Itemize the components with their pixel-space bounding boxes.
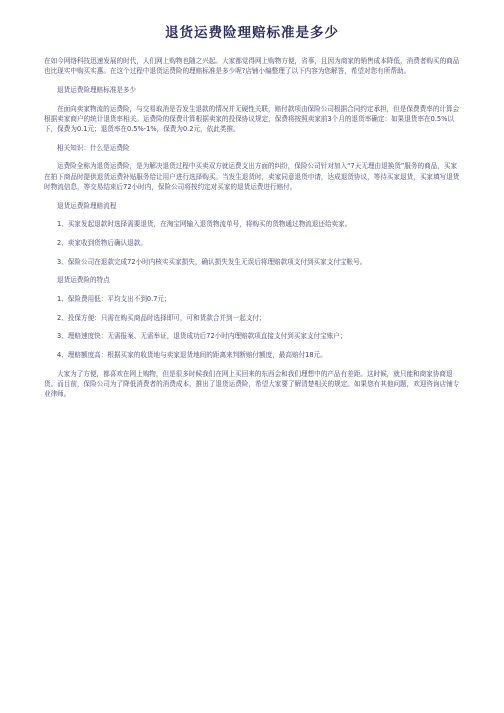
paragraph: 退货运费险的特点 bbox=[57, 276, 110, 285]
paragraph: 相关知识：什么是运费险 bbox=[57, 143, 130, 152]
paragraph: 运费险全称为退货运费险，是为解决退货过程中买卖双方就运费支出方面的纠纷，保险公司针对加入“7天无理由退换货”服务的商品，买家在拍下商品时提供退货运费补贴服务给让用户进行选择购买。当发生退货时，卖家同意退货申请，达成退货协议，等待买家退货，买家填写退货时物流信息，等交易结束后72小时内，保险公司将按约定对买家的退货运费进行赔付。 bbox=[44, 162, 460, 191]
article-body bbox=[44, 56, 460, 399]
paragraph: 2、卖家收到货物后确认退款。 bbox=[57, 238, 147, 247]
paragraph: 1、保险费用低：平均支出不到0.7元； bbox=[57, 295, 171, 304]
page-title: 退货运费险理赔标准是多少 bbox=[165, 25, 339, 41]
paragraph: 大家为了方便，都喜欢在网上购物，但是很多时候我们在网上买回来的东西会和我们理想中的产品有差距。这时候，就只能和商家协商退货。而目前，保险公司为了降低消费者的消费成本，推出了退货运费险，希望大家要了解清楚相关的规定。如果您有其他问题，欢迎咨询店铺专业律师。 bbox=[44, 369, 460, 399]
paragraph: 3、理赔速度快：无需报案、无需举证，退货成功后72小时内理赔款项直接支付到买家支付宝账户； bbox=[57, 332, 347, 341]
paragraph: 3、保险公司在退款完成72小时内核实买家损失，确认损失发生无误后将理赔款项支付到买家支付宝帐号。 bbox=[57, 257, 367, 266]
paragraph: 1、买家发起退款时选择需要退货，在淘宝网输入退货物流单号，将购买的货物通过物流退还给卖家。 bbox=[57, 220, 352, 229]
paragraph: 退货运费险理赔标准是多少 bbox=[57, 85, 137, 94]
paragraph: 在面向卖家物流的运费险，与交易取消是否发生退款的情况并无硬性关联，赔付款项由保险公司根据合同约定承担，但是保费费率的计算会根据卖家商户的统计退货率相关。运费险的保费计算根据卖家的投保协议规定，保费将按照卖家前3个月的退货率确定：如果退货率在0.5%以下，保费为0.1元；退货率在0.5%-1%，保费为0.2元，依此类推。 bbox=[44, 104, 460, 134]
paragraph: 退货运费险理赔流程 bbox=[57, 201, 117, 210]
paragraph: 2、投保方便：只需在购买商品时选择即可，可和货款合并到一起支付； bbox=[57, 313, 266, 322]
paragraph: 4、理赔额度高：根据买家的收货地与卖家退货地间的距离来判断赔付额度，最高赔付18元。 bbox=[57, 351, 327, 360]
paragraph: 在如今网络科技迅速发展的时代，人们网上购物也随之兴起。大家都觉得网上购物方便，省事，且因为商家的销售成本降低，消费者购买的商品也比现实中购买实惠。在这个过程中退货运费险的理赔标准是多少呢?店铺小编整理了以下内容为您解答，希望对您有所帮助。 bbox=[44, 57, 460, 76]
